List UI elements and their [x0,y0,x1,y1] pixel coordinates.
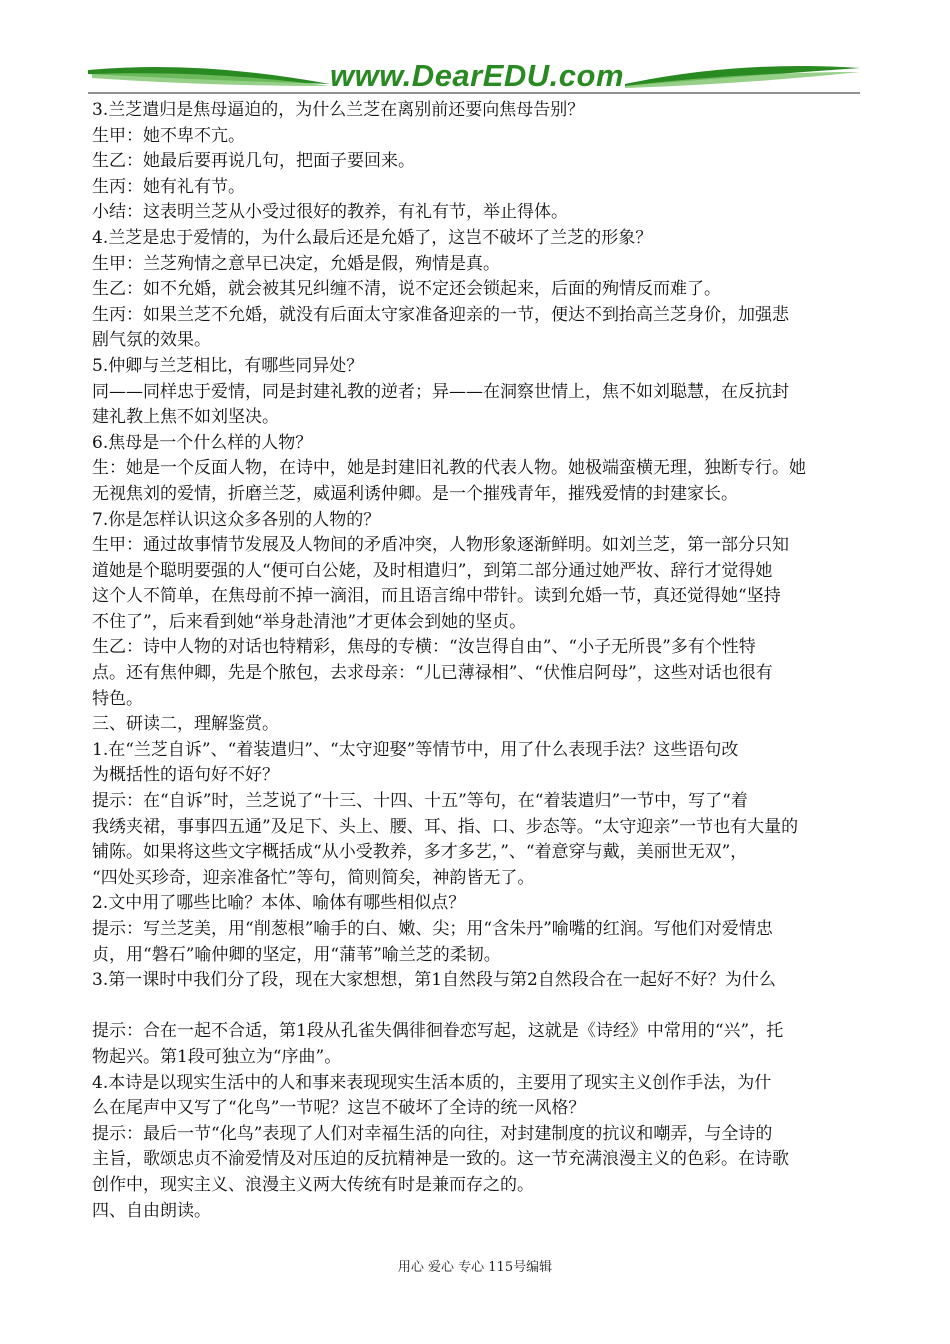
text-line: 2.文中用了哪些比喻？本体、喻体有哪些相似点？ [92,893,466,914]
text-line: 点。还有焦仲卿，先是个脓包，去求母亲：“儿已薄禄相”、“伏惟启阿母”，这些对话也很有 [92,663,773,684]
text-line: 同——同样忠于爱情，同是封建礼教的逆者；异——在洞察世情上，焦不如刘聪慧，在反抗封 [92,381,789,402]
text-line: 贞，用“磐石”喻仲卿的坚定，用“蒲苇”喻兰芝的柔韧。 [92,944,501,965]
text-line: 生甲：她不卑不亢。 [92,125,245,146]
text-line: 生：她是一个反面人物，在诗中，她是封建旧礼教的代表人物。她极端蛮横无理，独断专行。她 [92,458,806,479]
text-line: 建礼教上焦不如刘坚决。 [92,407,279,428]
text-line: 生丙：如果兰芝不允婚，就没有后面太守家准备迎亲的一节，便达不到抬高兰芝身价，加强悲 [92,304,789,325]
text-line: 提示：最后一节“化鸟”表现了人们对幸福生活的向往，对封建制度的抗议和嘲弄，与全诗的 [92,1123,773,1144]
text-line: 生乙：她最后要再说几句，把面子要回来。 [92,151,415,172]
text-line: 1.在“兰芝自诉”、“着装遣归”、“太守迎娶”等情节中，用了什么表现手法？这些语句改 [92,739,739,760]
document-body [92,98,860,1224]
site-logo: www.DearEDU.com [330,58,625,93]
text-line: 为概括性的语句好不好？ [92,765,279,786]
text-line: 我绣夹裙，事事四五通”及足下、头上、腰、耳、指、口、步态等。“太守迎亲”一节也有大量的 [92,816,799,837]
text-line: 提示：在“自诉”时，兰芝说了“十三、十四、十五”等句，在“着装遣归”一节中，写了“着 [92,791,748,812]
text-line: 生乙：如不允婚，就会被其兄纠缠不清，说不定还会锁起来，后面的殉情反而难了。 [92,279,721,300]
page-footer: 用心 爱心 专心 115号编辑 [397,1260,553,1275]
blank-line [92,994,860,1020]
text-line: 这个人不简单，在焦母前不掉一滴泪，而且语言绵中带针。读到允婚一节，真还觉得她“坚持 [92,586,781,607]
text-line: 生丙：她有礼有节。 [92,176,245,197]
text-line: 3.第一课时中我们分了段，现在大家想想，第1自然段与第2自然段合在一起好不好？为什么 [92,970,776,991]
text-line: “四处买珍奇，迎亲准备忙”等句，简则简矣，神韵皆无了。 [92,867,535,888]
text-line: 5.仲卿与兰芝相比，有哪些同异处？ [92,355,364,376]
text-line: 7.你是怎样认识这众多各别的人物的？ [92,509,381,530]
text-line: 生甲：通过故事情节发展及人物间的矛盾冲突，人物形象逐渐鲜明。如刘兰芝，第一部分只知 [92,535,789,556]
text-line: 提示：合在一起不合适，第1段从孔雀失偶徘徊眷恋写起，这就是《诗经》中常用的“兴”，托 [92,1021,784,1042]
text-line: 四、自由朗读。 [92,1200,211,1221]
text-line: 4.兰芝是忠于爱情的，为什么最后还是允婚了，这岂不破坏了兰芝的形象？ [92,227,653,248]
text-line: 铺陈。如果将这些文字概括成“从小受教养，多才多艺，”、“着意穿与戴，美丽世无双”， [92,842,748,863]
text-line: 三、研读二，理解鉴赏。 [92,714,279,735]
text-line: 提示：写兰芝美，用“削葱根”喻手的白、嫩、尖；用“含朱丹”喻嘴的红润。写他们对爱情忠 [92,919,773,939]
text-line: 不住了”，后来看到她“举身赴清池”才更体会到她的坚贞。 [92,611,527,632]
text-line: 道她是个聪明要强的人“便可白公姥，及时相遣归”，到第二部分通过她严妆、辞行才觉得她 [92,560,773,581]
text-line: 主旨，歌颂忠贞不渝爱情及对压迫的反抗精神是一致的。这一节充满浪漫主义的色彩。在诗歌 [92,1149,789,1170]
text-line: 小结：这表明兰芝从小受过很好的教养，有礼有节，举止得体。 [92,202,568,223]
text-line: 无视焦刘的爱情，折磨兰芝，威逼利诱仲卿。是一个摧残青年，摧残爱情的封建家长。 [92,483,738,504]
text-line: 生乙：诗中人物的对话也特精彩，焦母的专横：“汝岂得自由”、“小子无所畏”多有个性特 [92,637,756,658]
text-line: 物起兴。第1段可独立为“序曲”。 [92,1046,342,1067]
text-line: 生甲：兰芝殉情之意早已决定，允婚是假，殉情是真。 [92,253,500,274]
text-line: 么在尾声中又写了“化鸟”一节呢？这岂不破坏了全诗的统一风格？ [92,1098,586,1119]
text-line: 特色。 [92,688,143,709]
text-line: 创作中，现实主义、浪漫主义两大传统有时是兼而存之的。 [92,1174,534,1195]
text-line: 6.焦母是一个什么样的人物？ [92,432,313,453]
text-line: 剧气氛的效果。 [92,330,211,351]
page-header [0,0,950,100]
text-line: 3.兰芝遣归是焦母逼迫的，为什么兰芝在离别前还要向焦母告别？ [92,100,585,120]
text-line: 4.本诗是以现实生活中的人和事来表现现实生活本质的，主要用了现实主义创作手法，为什 [92,1072,772,1093]
